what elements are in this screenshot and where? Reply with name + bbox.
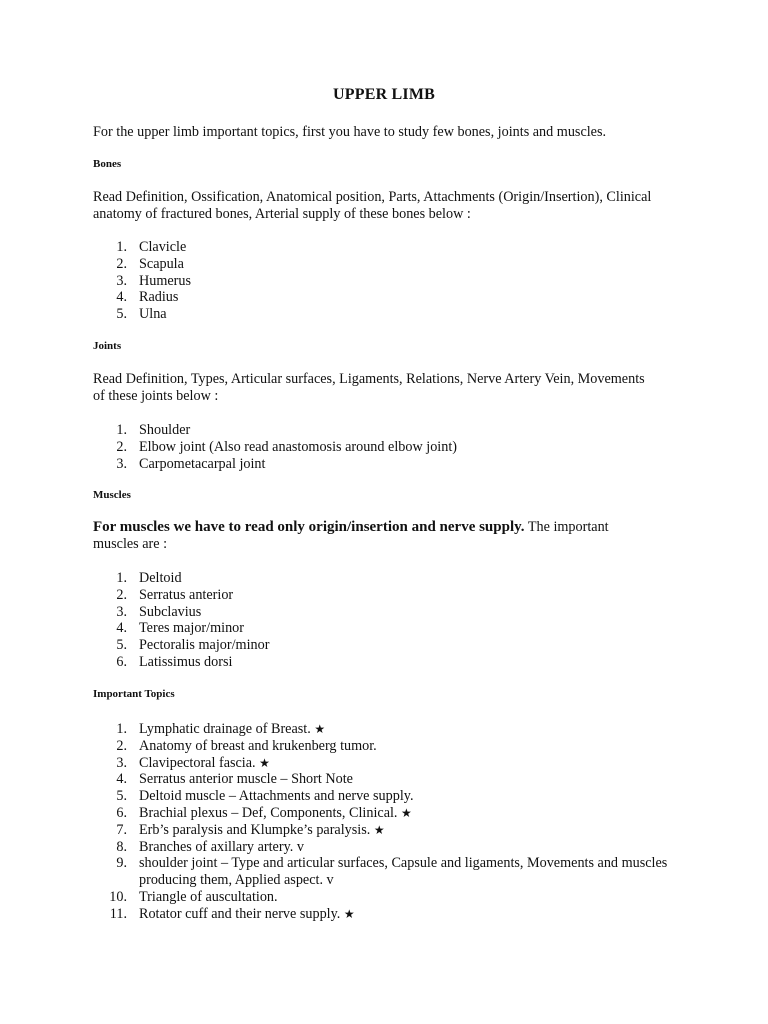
item-text bbox=[139, 906, 673, 923]
list-item bbox=[93, 788, 673, 805]
item-number: 10. bbox=[109, 888, 127, 905]
list-item bbox=[93, 306, 693, 323]
item-number: 7. bbox=[116, 821, 127, 838]
item-text bbox=[139, 788, 673, 805]
item-number: 1. bbox=[116, 239, 127, 255]
item-number: 1. bbox=[116, 570, 127, 586]
list-item bbox=[93, 604, 693, 621]
item-text bbox=[139, 738, 673, 755]
item-number: 4. bbox=[116, 771, 127, 788]
list-item bbox=[93, 839, 673, 856]
item-label: Anatomy of breast and krukenberg tumor. bbox=[139, 737, 377, 754]
item-text bbox=[139, 771, 673, 788]
item-label: Deltoid muscle – Attachments and nerve supply. bbox=[139, 788, 414, 805]
item-text: Latissimus dorsi bbox=[139, 653, 233, 670]
muscles-description bbox=[93, 519, 653, 553]
item-number: 9. bbox=[116, 855, 127, 872]
list-item bbox=[93, 771, 673, 788]
list-item bbox=[93, 456, 693, 473]
item-text: Clavicle bbox=[139, 239, 187, 255]
list-item bbox=[93, 239, 693, 256]
list-item bbox=[93, 587, 693, 604]
item-text: Subclavius bbox=[139, 603, 202, 620]
list-item bbox=[93, 855, 673, 889]
joints-list bbox=[93, 422, 693, 472]
item-number: 6. bbox=[116, 804, 127, 821]
muscles-description-bold: For muscles we have to read only origin/insertion and nerve supply. bbox=[93, 519, 525, 535]
item-number: 3. bbox=[116, 603, 127, 620]
list-item bbox=[93, 755, 673, 772]
joints-description: Read Definition, Types, Articular surfaces, Ligaments, Relations, Nerve Artery Vein, Movements of these joints below : bbox=[93, 371, 645, 404]
item-text bbox=[139, 839, 673, 856]
item-label: Brachial plexus – Def, Components, Clinical. bbox=[139, 804, 398, 821]
star-icon: ★ bbox=[314, 722, 326, 736]
item-label: Erb’s paralysis and Klumpke’s paralysis. bbox=[139, 821, 371, 838]
item-number: 3. bbox=[116, 272, 127, 289]
list-item bbox=[93, 439, 693, 456]
list-item bbox=[93, 906, 673, 923]
item-number: 1. bbox=[116, 422, 127, 438]
star-icon: ★ bbox=[259, 755, 270, 770]
muscles-heading: Muscles bbox=[93, 489, 131, 501]
list-item bbox=[93, 637, 693, 654]
list-item bbox=[93, 654, 693, 671]
item-text: Elbow joint (Also read anastomosis around elbow joint) bbox=[139, 438, 457, 455]
bones-heading: Bones bbox=[93, 158, 122, 170]
item-text: Shoulder bbox=[139, 422, 191, 438]
list-item bbox=[93, 422, 693, 439]
item-number: 11. bbox=[109, 905, 127, 922]
list-item bbox=[93, 273, 693, 290]
item-number: 5. bbox=[116, 306, 127, 323]
star-icon: ★ bbox=[343, 906, 355, 921]
list-item bbox=[93, 289, 693, 306]
list-item bbox=[93, 805, 673, 822]
intro-paragraph: For the upper limb important topics, first you have to study few bones, joints and muscles. bbox=[93, 124, 607, 140]
topics-list bbox=[93, 721, 673, 923]
item-text: Pectoralis major/minor bbox=[139, 637, 270, 654]
list-item bbox=[93, 738, 673, 755]
item-text: Serratus anterior bbox=[139, 586, 234, 603]
item-label: Triangle of auscultation. bbox=[139, 888, 278, 905]
item-number: 4. bbox=[116, 620, 127, 637]
item-number: 3. bbox=[116, 455, 127, 472]
item-label: Rotator cuff and their nerve supply. bbox=[139, 905, 341, 922]
item-number: 3. bbox=[116, 754, 127, 771]
list-item bbox=[93, 889, 673, 906]
star-icon: ★ bbox=[373, 822, 385, 837]
item-text: Deltoid bbox=[139, 570, 182, 586]
item-number: 5. bbox=[116, 788, 127, 805]
item-text: Teres major/minor bbox=[139, 620, 244, 637]
item-text bbox=[139, 755, 673, 772]
item-label: Lymphatic drainage of Breast. bbox=[139, 721, 311, 737]
item-number: 2. bbox=[116, 255, 127, 272]
item-text: Carpometacarpal joint bbox=[139, 455, 266, 472]
item-text: Ulna bbox=[139, 306, 167, 323]
item-text: Humerus bbox=[139, 272, 192, 289]
muscles-description-rest: The important muscles are : bbox=[93, 519, 609, 552]
muscles-list bbox=[93, 570, 693, 671]
list-item bbox=[93, 256, 693, 273]
item-text: Radius bbox=[139, 289, 179, 306]
list-item bbox=[93, 570, 693, 587]
bones-description: Read Definition, Ossification, Anatomical position, Parts, Attachments (Origin/Insertion), Clinical anatomy of fractured bones, Arterial supply of these bones below : bbox=[93, 189, 652, 222]
item-number: 2. bbox=[116, 586, 127, 603]
item-label: Branches of axillary artery. v bbox=[139, 838, 304, 855]
list-item bbox=[93, 721, 673, 738]
topics-heading: Important Topics bbox=[93, 688, 175, 700]
item-number: 8. bbox=[116, 838, 127, 855]
joints-heading: Joints bbox=[93, 340, 122, 352]
item-label: Serratus anterior muscle – Short Note bbox=[139, 771, 353, 788]
item-number: 5. bbox=[116, 637, 127, 654]
item-text bbox=[139, 822, 673, 839]
list-item bbox=[93, 620, 693, 637]
document-title: UPPER LIMB bbox=[333, 86, 435, 103]
list-item bbox=[93, 822, 673, 839]
bones-list bbox=[93, 239, 693, 323]
item-label: Clavipectoral fascia. bbox=[139, 754, 256, 771]
item-number: 2. bbox=[116, 438, 127, 455]
item-number: 2. bbox=[116, 737, 127, 754]
item-text bbox=[139, 805, 673, 822]
item-text bbox=[139, 855, 673, 889]
item-number: 6. bbox=[116, 653, 127, 670]
item-number: 4. bbox=[116, 289, 127, 306]
star-icon: ★ bbox=[401, 805, 412, 820]
item-text bbox=[139, 889, 673, 906]
item-label: shoulder joint – Type and articular surfaces, Capsule and ligaments, Movements and muscles producing them, Applied aspect. v bbox=[139, 855, 668, 889]
item-text bbox=[139, 721, 673, 738]
item-text: Scapula bbox=[139, 255, 184, 272]
item-number: 1. bbox=[116, 721, 127, 737]
